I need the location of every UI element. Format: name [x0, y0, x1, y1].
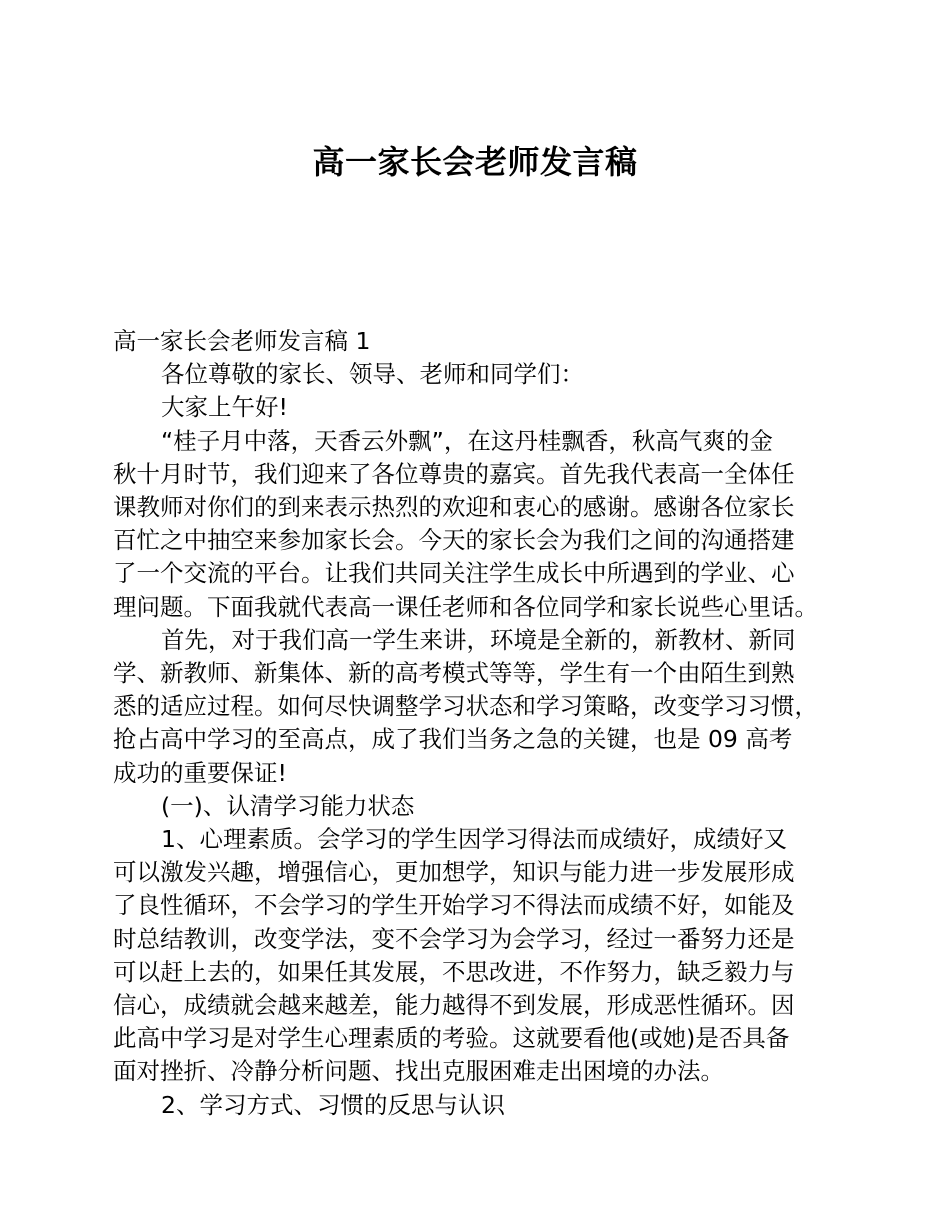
text-line: 了一个交流的平台。让我们共同关注学生成长中所遇到的学业、心	[113, 559, 795, 588]
text-line: 课教师对你们的到来表示热烈的欢迎和衷心的感谢。感谢各位家长	[113, 493, 795, 522]
text-line: 秋十月时节，我们迎来了各位尊贵的嘉宾。首先我代表高一全体任	[113, 459, 795, 488]
text-line: (一)、认清学习能力状态	[161, 791, 415, 820]
text-line: 信心，成绩就会越来越差，能力越得不到发展，形成恶性循环。因	[113, 991, 795, 1020]
text-line: 高一家长会老师发言稿 1	[113, 327, 371, 355]
text-line: 首先，对于我们高一学生来讲，环境是全新的，新教材、新同	[161, 625, 796, 654]
text-line: 时总结教训，改变学法，变不会学习为会学习，经过一番努力还是	[113, 924, 795, 953]
text-line: 抢占高中学习的至高点，成了我们当务之急的关键，也是 09 高考	[113, 725, 793, 754]
text-line: 大家上午好!	[161, 393, 288, 422]
text-line: 悉的适应过程。如何尽快调整学习状态和学习策略，改变学习习惯，	[113, 692, 818, 721]
text-line: 百忙之中抽空来参加家长会。今天的家长会为我们之间的沟通搭建	[113, 526, 795, 555]
text-line: 面对挫折、冷静分析问题、找出克服困难走出困境的办法。	[113, 1057, 724, 1086]
text-line: 2、学习方式、习惯的反思与认识	[161, 1090, 505, 1119]
text-line: 可以赶上去的，如果任其发展，不思改进，不作努力，缺乏毅力与	[113, 957, 795, 986]
text-line: 成功的重要保证!	[113, 758, 287, 787]
document-title: 高一家长会老师发言稿	[312, 143, 638, 181]
text-line: 理问题。下面我就代表高一课任老师和各位同学和家长说些心里话。	[113, 592, 818, 621]
text-line: 各位尊敬的家长、领导、老师和同学们：	[161, 360, 584, 389]
document-body	[113, 325, 843, 1122]
text-line: 1、心理素质。会学习的学生因学习得法而成绩好，成绩好又	[161, 825, 787, 854]
text-line: 可以激发兴趣，增强信心，更加想学，知识与能力进一步发展形成	[113, 858, 795, 887]
text-line: “桂子月中落，天香云外飘”，在这丹桂飘香，秋高气爽的金	[161, 426, 773, 455]
text-line: 学、新教师、新集体、新的高考模式等等，学生有一个由陌生到熟	[113, 659, 795, 688]
text-line: 此高中学习是对学生心理素质的考验。这就要看他(或她)是否具备	[113, 1024, 790, 1053]
text-line: 了良性循环，不会学习的学生开始学习不得法而成绩不好，如能及	[113, 891, 795, 920]
